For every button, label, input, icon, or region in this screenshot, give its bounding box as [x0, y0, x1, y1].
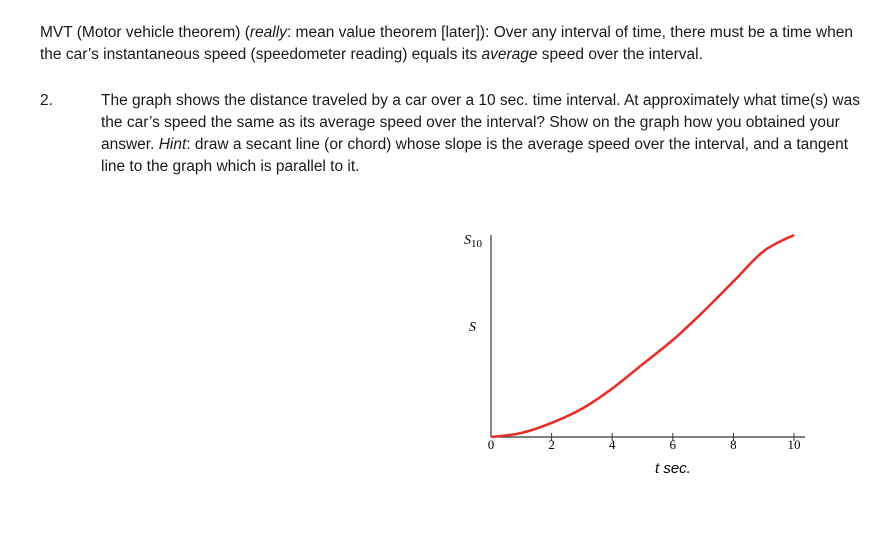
distance-time-graph	[440, 215, 820, 495]
y-label-mid: S	[469, 320, 476, 335]
x-tick-label: 8	[730, 437, 737, 452]
intro-paragraph: MVT (Motor vehicle theorem) (really: mean value theorem [later]): Over any interval of time, there must be a time when the car’s instantaneous speed (speedometer reading) equals its average speed over the interval.	[40, 24, 853, 63]
problem-text: The graph shows the distance traveled by a car over a 10 sec. time interval. At approximately what time(s) was the car’s speed the same as its average speed over the interval? Show on the graph how you obtained your answer. Hint: draw a secant line (or chord) whose slope is the average speed over the interval, and a tangent line to the graph which is parallel to it.	[101, 92, 860, 175]
x-tick-label: 4	[608, 437, 616, 452]
x-tick-label: 2	[548, 437, 555, 452]
x-ticks	[488, 433, 801, 452]
y-label-top: $S_{10}$	[464, 233, 482, 250]
distance-curve	[491, 235, 794, 437]
x-tick-label: 0	[487, 437, 495, 452]
x-tick-label: 10	[787, 437, 801, 452]
x-tick-label: 6	[669, 437, 677, 452]
x-axis-label: t sec.	[655, 460, 691, 477]
problem-number: 2.	[40, 92, 53, 109]
graph-svg	[440, 215, 820, 495]
